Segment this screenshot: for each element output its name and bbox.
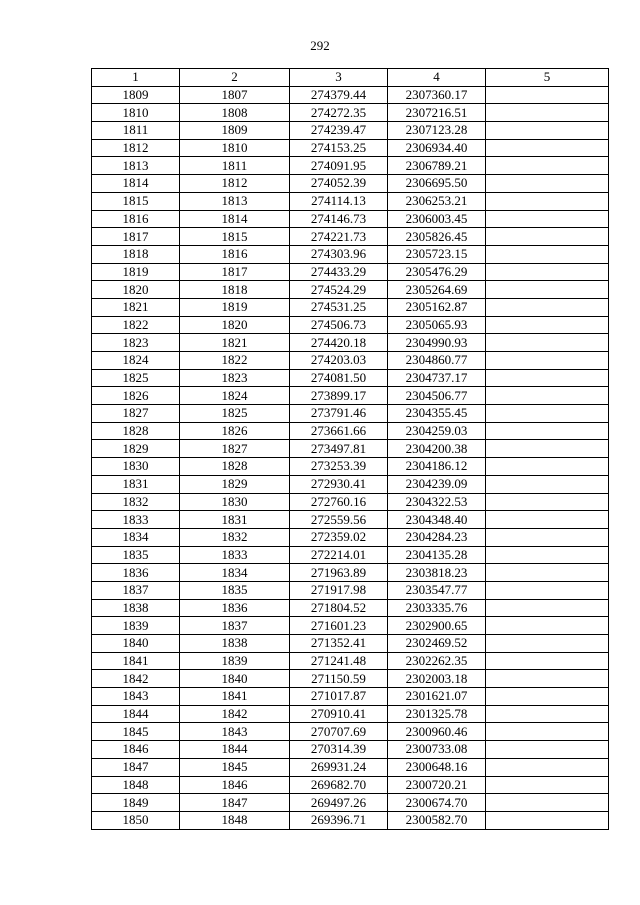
table-row — [92, 298, 609, 316]
table-cell: 1813 — [180, 192, 290, 210]
table-cell: 2304186.12 — [388, 458, 486, 476]
table-row — [92, 422, 609, 440]
table-cell: 2300648.16 — [388, 758, 486, 776]
table-cell — [486, 228, 609, 246]
table-cell: 1833 — [92, 511, 180, 529]
table-cell: 274303.96 — [290, 245, 388, 263]
table-row — [92, 139, 609, 157]
table-cell: 1848 — [92, 776, 180, 794]
table-cell: 2304348.40 — [388, 511, 486, 529]
table-row — [92, 86, 609, 104]
table-cell: 1831 — [92, 475, 180, 493]
table-cell: 272930.41 — [290, 475, 388, 493]
table-cell: 1844 — [92, 705, 180, 723]
table-row — [92, 281, 609, 299]
table-cell: 272760.16 — [290, 493, 388, 511]
table-cell — [486, 599, 609, 617]
table-cell: 1838 — [180, 635, 290, 653]
column-header: 2 — [180, 69, 290, 87]
table-cell: 1828 — [180, 458, 290, 476]
table-cell — [486, 617, 609, 635]
table-row — [92, 599, 609, 617]
table-row — [92, 794, 609, 812]
table-cell: 271804.52 — [290, 599, 388, 617]
table-cell: 2307360.17 — [388, 86, 486, 104]
coordinates-table — [91, 68, 609, 830]
table-cell: 1846 — [92, 741, 180, 759]
table-cell: 1819 — [180, 298, 290, 316]
table-cell — [486, 652, 609, 670]
table-cell: 2307216.51 — [388, 104, 486, 122]
table-cell: 1834 — [92, 528, 180, 546]
table-row — [92, 723, 609, 741]
table-cell — [486, 122, 609, 140]
table-row — [92, 387, 609, 405]
table-row — [92, 758, 609, 776]
table-cell: 274081.50 — [290, 369, 388, 387]
table-cell: 2300582.70 — [388, 811, 486, 829]
table-row — [92, 175, 609, 193]
table-cell — [486, 86, 609, 104]
page-number: 292 — [310, 38, 330, 53]
table-cell: 1819 — [92, 263, 180, 281]
table-cell: 269396.71 — [290, 811, 388, 829]
table-cell — [486, 635, 609, 653]
table-cell — [486, 405, 609, 423]
table-cell — [486, 458, 609, 476]
table-row — [92, 104, 609, 122]
table-cell: 1849 — [92, 794, 180, 812]
table-cell: 269931.24 — [290, 758, 388, 776]
table-row — [92, 352, 609, 370]
table-cell: 2303818.23 — [388, 564, 486, 582]
table-cell: 272214.01 — [290, 546, 388, 564]
table-cell: 2302900.65 — [388, 617, 486, 635]
table-cell: 1843 — [180, 723, 290, 741]
table-cell: 1808 — [180, 104, 290, 122]
table-row — [92, 458, 609, 476]
table-cell: 2304284.23 — [388, 528, 486, 546]
table-row — [92, 210, 609, 228]
table-cell: 274091.95 — [290, 157, 388, 175]
table-cell: 1809 — [180, 122, 290, 140]
table-cell: 2305065.93 — [388, 316, 486, 334]
table-row — [92, 528, 609, 546]
table-cell: 1836 — [92, 564, 180, 582]
table-cell: 274531.25 — [290, 298, 388, 316]
table-cell: 1809 — [92, 86, 180, 104]
table-row — [92, 617, 609, 635]
column-header: 4 — [388, 69, 486, 87]
table-cell — [486, 369, 609, 387]
table-cell: 1812 — [92, 139, 180, 157]
table-row — [92, 157, 609, 175]
table-cell: 2303547.77 — [388, 581, 486, 599]
table-cell: 1824 — [180, 387, 290, 405]
table-cell: 2300733.08 — [388, 741, 486, 759]
table-cell: 1817 — [92, 228, 180, 246]
table-cell: 1817 — [180, 263, 290, 281]
table-row — [92, 635, 609, 653]
table-row — [92, 688, 609, 706]
table-cell — [486, 688, 609, 706]
table-cell: 1842 — [180, 705, 290, 723]
table-cell: 1811 — [180, 157, 290, 175]
table-cell: 274052.39 — [290, 175, 388, 193]
table-cell: 1837 — [92, 581, 180, 599]
table-cell: 1823 — [180, 369, 290, 387]
table-cell: 2306003.45 — [388, 210, 486, 228]
table-cell: 2300720.21 — [388, 776, 486, 794]
table-row — [92, 741, 609, 759]
table-cell: 2301325.78 — [388, 705, 486, 723]
table-cell: 1842 — [92, 670, 180, 688]
table-cell: 2304239.09 — [388, 475, 486, 493]
table-cell: 2305162.87 — [388, 298, 486, 316]
table-cell: 1813 — [92, 157, 180, 175]
column-header: 3 — [290, 69, 388, 87]
table-cell: 1832 — [92, 493, 180, 511]
table-cell — [486, 104, 609, 122]
column-header: 5 — [486, 69, 609, 87]
table-row — [92, 440, 609, 458]
table-cell: 1840 — [180, 670, 290, 688]
table-cell: 1815 — [180, 228, 290, 246]
column-header: 1 — [92, 69, 180, 87]
table-cell: 1807 — [180, 86, 290, 104]
table-cell: 271150.59 — [290, 670, 388, 688]
table-cell: 1820 — [92, 281, 180, 299]
table-cell: 1821 — [92, 298, 180, 316]
table-row — [92, 581, 609, 599]
table-cell: 1824 — [92, 352, 180, 370]
table-cell — [486, 387, 609, 405]
table-cell: 1843 — [92, 688, 180, 706]
table-cell: 1833 — [180, 546, 290, 564]
table-cell: 272559.56 — [290, 511, 388, 529]
table-cell: 1810 — [180, 139, 290, 157]
table-row — [92, 334, 609, 352]
table-cell: 274506.73 — [290, 316, 388, 334]
table-cell: 1820 — [180, 316, 290, 334]
table-cell: 1839 — [92, 617, 180, 635]
table-cell: 2305723.15 — [388, 245, 486, 263]
table-cell: 1838 — [92, 599, 180, 617]
table-cell: 1816 — [92, 210, 180, 228]
table-cell — [486, 564, 609, 582]
table-cell: 2300960.46 — [388, 723, 486, 741]
table-cell: 2306253.21 — [388, 192, 486, 210]
table-cell — [486, 352, 609, 370]
table-cell — [486, 475, 609, 493]
table-cell: 1840 — [92, 635, 180, 653]
table-cell: 274203.03 — [290, 352, 388, 370]
table-row — [92, 405, 609, 423]
table-cell: 1841 — [92, 652, 180, 670]
table-row — [92, 263, 609, 281]
table-cell: 1831 — [180, 511, 290, 529]
table-cell: 2304322.53 — [388, 493, 486, 511]
table-cell: 1818 — [92, 245, 180, 263]
table-row — [92, 670, 609, 688]
table-cell: 271352.41 — [290, 635, 388, 653]
table-cell: 1847 — [92, 758, 180, 776]
table-cell: 1850 — [92, 811, 180, 829]
table-cell: 2304506.77 — [388, 387, 486, 405]
table-cell: 1844 — [180, 741, 290, 759]
table-cell — [486, 670, 609, 688]
table-row — [92, 811, 609, 829]
table-row — [92, 493, 609, 511]
table-cell: 1836 — [180, 599, 290, 617]
table-cell: 2306789.21 — [388, 157, 486, 175]
table-cell: 1841 — [180, 688, 290, 706]
table-cell: 274272.35 — [290, 104, 388, 122]
table-cell — [486, 245, 609, 263]
table-cell: 1812 — [180, 175, 290, 193]
table-cell: 2301621.07 — [388, 688, 486, 706]
table-cell — [486, 157, 609, 175]
table-cell: 2305476.29 — [388, 263, 486, 281]
table-cell: 2304135.28 — [388, 546, 486, 564]
table-cell: 1826 — [92, 387, 180, 405]
table-row — [92, 316, 609, 334]
table-body — [92, 86, 609, 829]
table-cell: 1826 — [180, 422, 290, 440]
table-cell: 269682.70 — [290, 776, 388, 794]
table-cell: 1825 — [180, 405, 290, 423]
table-row — [92, 245, 609, 263]
table-cell: 1848 — [180, 811, 290, 829]
table-cell: 2304259.03 — [388, 422, 486, 440]
table-cell: 1846 — [180, 776, 290, 794]
table-cell — [486, 298, 609, 316]
table-cell: 2305264.69 — [388, 281, 486, 299]
table-cell — [486, 776, 609, 794]
table-cell: 270707.69 — [290, 723, 388, 741]
table-cell — [486, 139, 609, 157]
table-row — [92, 192, 609, 210]
table-cell — [486, 511, 609, 529]
table-cell — [486, 281, 609, 299]
table-cell: 1823 — [92, 334, 180, 352]
table-cell: 2302262.35 — [388, 652, 486, 670]
table-row — [92, 228, 609, 246]
table-cell: 274379.44 — [290, 86, 388, 104]
table-cell: 1839 — [180, 652, 290, 670]
table-row — [92, 475, 609, 493]
header-row — [92, 69, 609, 87]
table-cell: 1810 — [92, 104, 180, 122]
table-cell — [486, 422, 609, 440]
table-cell: 274420.18 — [290, 334, 388, 352]
table-cell: 1814 — [180, 210, 290, 228]
table-cell — [486, 493, 609, 511]
table-cell: 2306695.50 — [388, 175, 486, 193]
table-cell: 270910.41 — [290, 705, 388, 723]
table-cell: 271963.89 — [290, 564, 388, 582]
table-cell: 1830 — [92, 458, 180, 476]
table-cell: 2300674.70 — [388, 794, 486, 812]
table-cell: 1829 — [180, 475, 290, 493]
table-cell — [486, 723, 609, 741]
table-cell: 2307123.28 — [388, 122, 486, 140]
table-cell: 2302469.52 — [388, 635, 486, 653]
table-cell: 274146.73 — [290, 210, 388, 228]
table-cell: 2302003.18 — [388, 670, 486, 688]
table-cell — [486, 705, 609, 723]
table-cell: 2304737.17 — [388, 369, 486, 387]
table-cell — [486, 581, 609, 599]
table-cell: 272359.02 — [290, 528, 388, 546]
table-cell: 1811 — [92, 122, 180, 140]
table-cell: 1825 — [92, 369, 180, 387]
table-cell: 274239.47 — [290, 122, 388, 140]
table-row — [92, 122, 609, 140]
table-cell — [486, 758, 609, 776]
table-row — [92, 546, 609, 564]
table-cell: 273791.46 — [290, 405, 388, 423]
table-cell: 273899.17 — [290, 387, 388, 405]
table-cell: 269497.26 — [290, 794, 388, 812]
table-cell: 1828 — [92, 422, 180, 440]
table-cell: 1827 — [180, 440, 290, 458]
table-cell: 2303335.76 — [388, 599, 486, 617]
table-cell: 1822 — [92, 316, 180, 334]
table-cell: 270314.39 — [290, 741, 388, 759]
table-row — [92, 776, 609, 794]
table-cell: 1845 — [180, 758, 290, 776]
table-cell: 1815 — [92, 192, 180, 210]
table-cell: 273497.81 — [290, 440, 388, 458]
table-cell: 1814 — [92, 175, 180, 193]
table-cell — [486, 175, 609, 193]
table-cell: 1835 — [180, 581, 290, 599]
table-row — [92, 652, 609, 670]
table-cell — [486, 794, 609, 812]
table-cell — [486, 440, 609, 458]
table-cell — [486, 334, 609, 352]
table-cell: 2304200.38 — [388, 440, 486, 458]
table-cell — [486, 546, 609, 564]
table-cell — [486, 528, 609, 546]
table-cell: 274153.25 — [290, 139, 388, 157]
table-row — [92, 564, 609, 582]
table-cell: 1822 — [180, 352, 290, 370]
table-cell: 1827 — [92, 405, 180, 423]
table-cell: 2305826.45 — [388, 228, 486, 246]
table-cell — [486, 316, 609, 334]
table-cell: 271017.87 — [290, 688, 388, 706]
table-cell: 274114.13 — [290, 192, 388, 210]
table-row — [92, 705, 609, 723]
table-cell — [486, 263, 609, 281]
table-cell — [486, 741, 609, 759]
table-cell: 1845 — [92, 723, 180, 741]
table-cell: 2304355.45 — [388, 405, 486, 423]
table-cell — [486, 811, 609, 829]
table-cell: 271241.48 — [290, 652, 388, 670]
table-cell: 1821 — [180, 334, 290, 352]
table-cell: 1832 — [180, 528, 290, 546]
table-cell: 2306934.40 — [388, 139, 486, 157]
table-cell: 273253.39 — [290, 458, 388, 476]
table-cell — [486, 210, 609, 228]
table-cell: 1816 — [180, 245, 290, 263]
table-cell: 273661.66 — [290, 422, 388, 440]
table-cell: 1834 — [180, 564, 290, 582]
table-cell: 274524.29 — [290, 281, 388, 299]
table-cell: 274433.29 — [290, 263, 388, 281]
table-cell: 1829 — [92, 440, 180, 458]
table-cell: 1837 — [180, 617, 290, 635]
table-cell — [486, 192, 609, 210]
table-cell: 2304860.77 — [388, 352, 486, 370]
table-cell: 2304990.93 — [388, 334, 486, 352]
table-cell: 1830 — [180, 493, 290, 511]
table-row — [92, 511, 609, 529]
table-cell: 1835 — [92, 546, 180, 564]
table-cell: 271917.98 — [290, 581, 388, 599]
table-cell: 274221.73 — [290, 228, 388, 246]
table-cell: 271601.23 — [290, 617, 388, 635]
table-cell: 1818 — [180, 281, 290, 299]
table-cell: 1847 — [180, 794, 290, 812]
table-row — [92, 369, 609, 387]
